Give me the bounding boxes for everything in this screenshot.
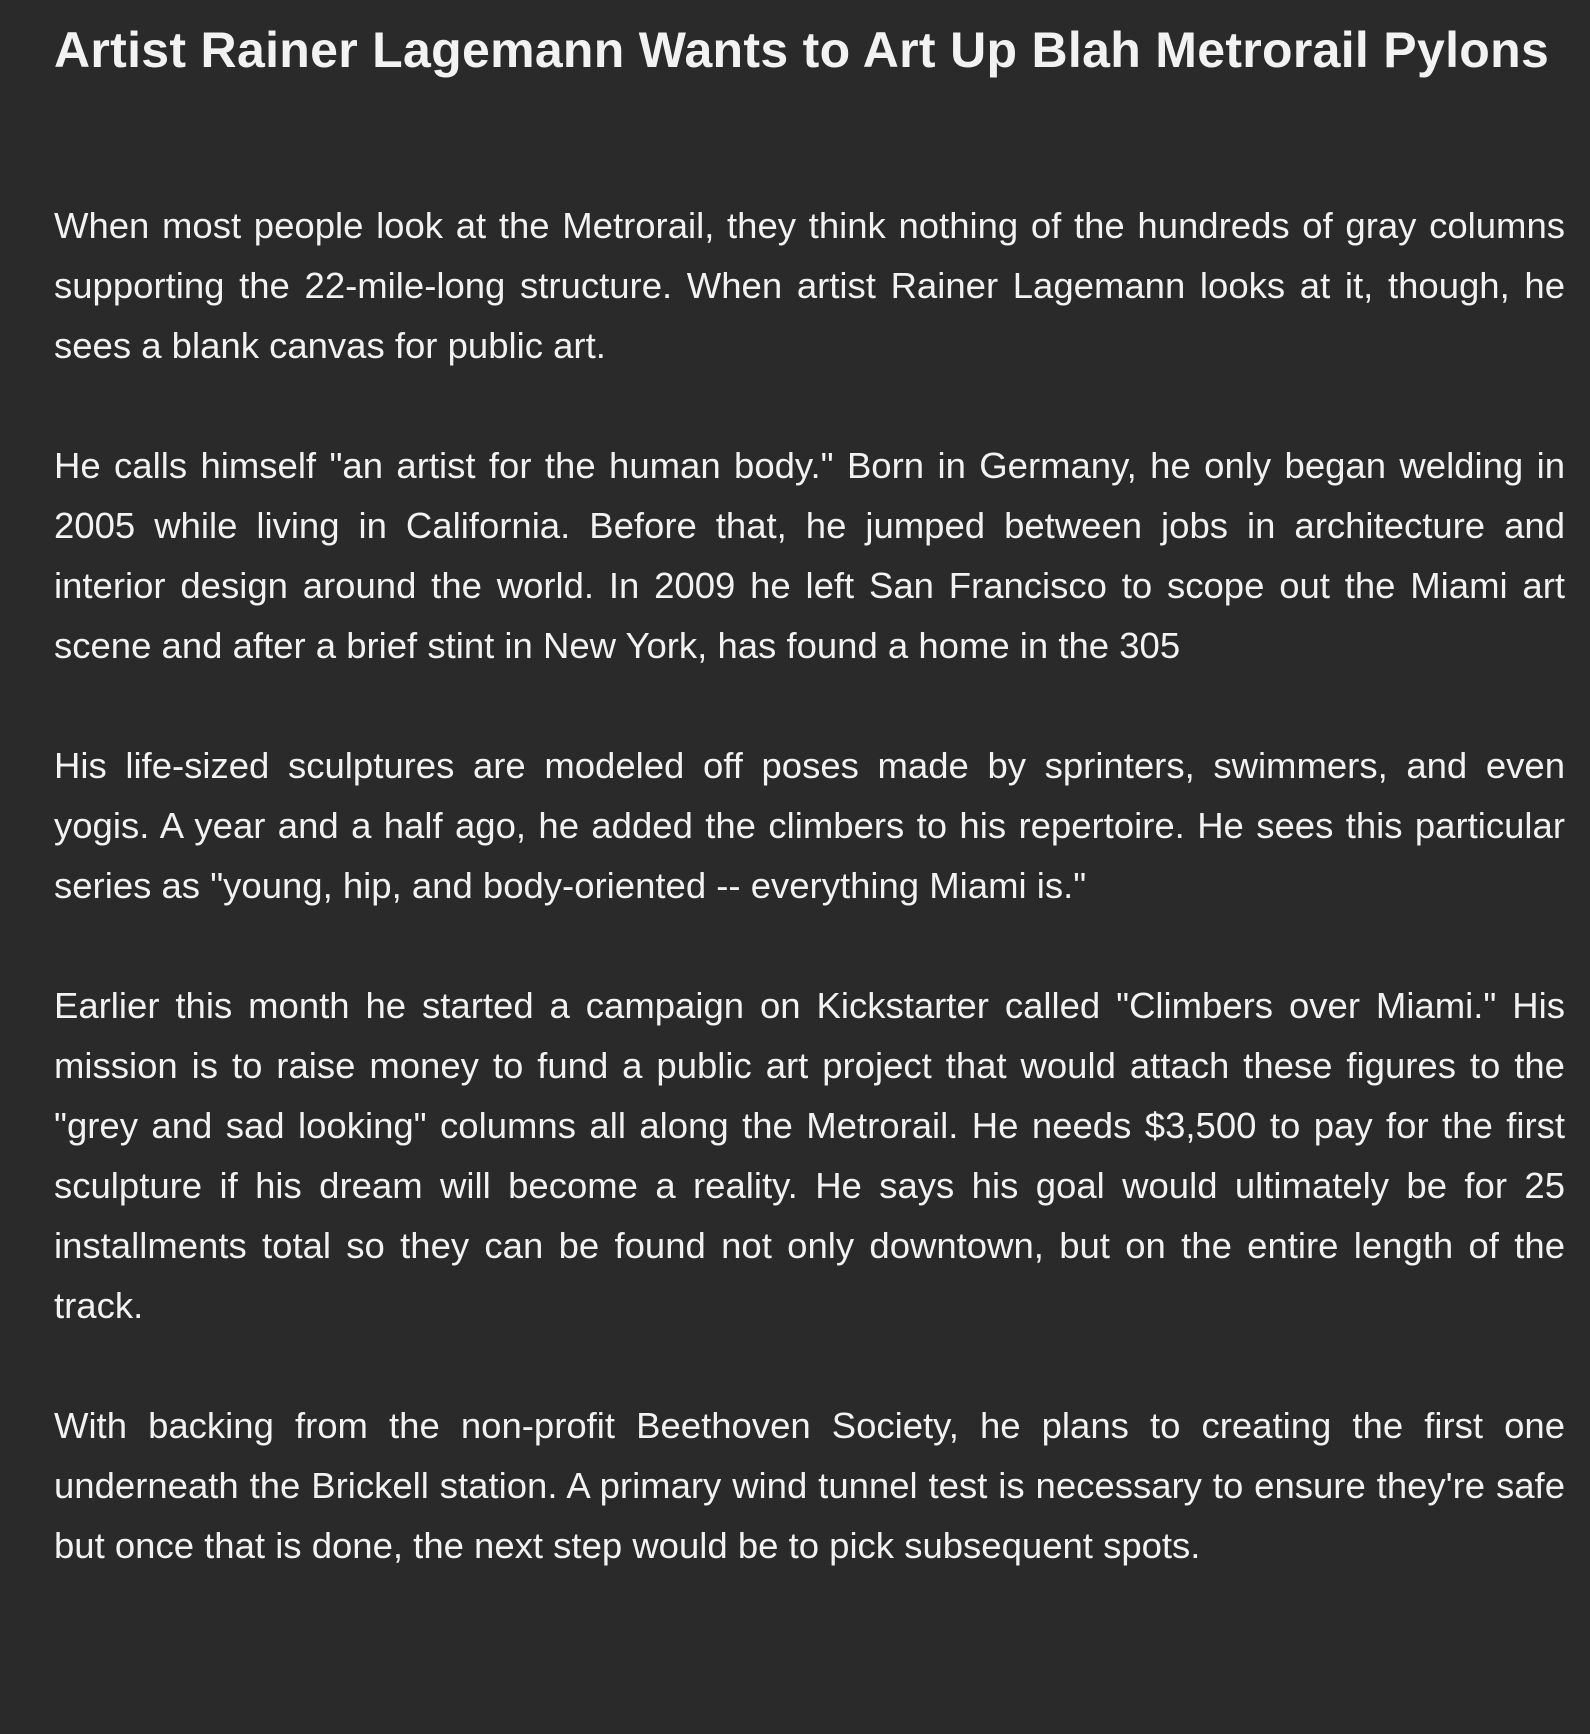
article-title: Artist Rainer Lagemann Wants to Art Up Blah Metrorail Pylons [54, 22, 1550, 78]
article-paragraph-1: When most people look at the Metrorail, they think nothing of the hundreds of gray columns supporting the 22-mile-long structure. When artist Rainer Lagemann looks at it, though, he sees a blank canvas for public art. [54, 205, 1565, 366]
article-paragraph-2: He calls himself "an artist for the human body." Born in Germany, he only began welding in 2005 while living in California. Before that, he jumped between jobs in architecture and interior design around the world. In 2009 he left San Francisco to scope out the Miami art scene and after a brief stint in New York, has found a home in the 305 [54, 445, 1565, 666]
article-paragraph-4: Earlier this month he started a campaign on Kickstarter called "Climbers over Miami." His mission is to raise money to fund a public art project that would attach these figures to the "grey and sad looking" columns all along the Metrorail. He needs $3,500 to pay for the first sculpture if his dream will become a reality. He says his goal would ultimately be for 25 installments total so they can be found not only downtown, but on the entire length of the track. [54, 985, 1565, 1326]
article-paragraph-3: His life-sized sculptures are modeled off poses made by sprinters, swimmers, and even yogis. A year and a half ago, he added the climbers to his repertoire. He sees this particular series as "young, hip, and body-oriented -- everything Miami is." [54, 745, 1565, 906]
article-paragraph-5: With backing from the non-profit Beethoven Society, he plans to creating the first one underneath the Brickell station. A primary wind tunnel test is necessary to ensure they're safe but once that is done, the next step would be to pick subsequent spots. [54, 1405, 1565, 1566]
